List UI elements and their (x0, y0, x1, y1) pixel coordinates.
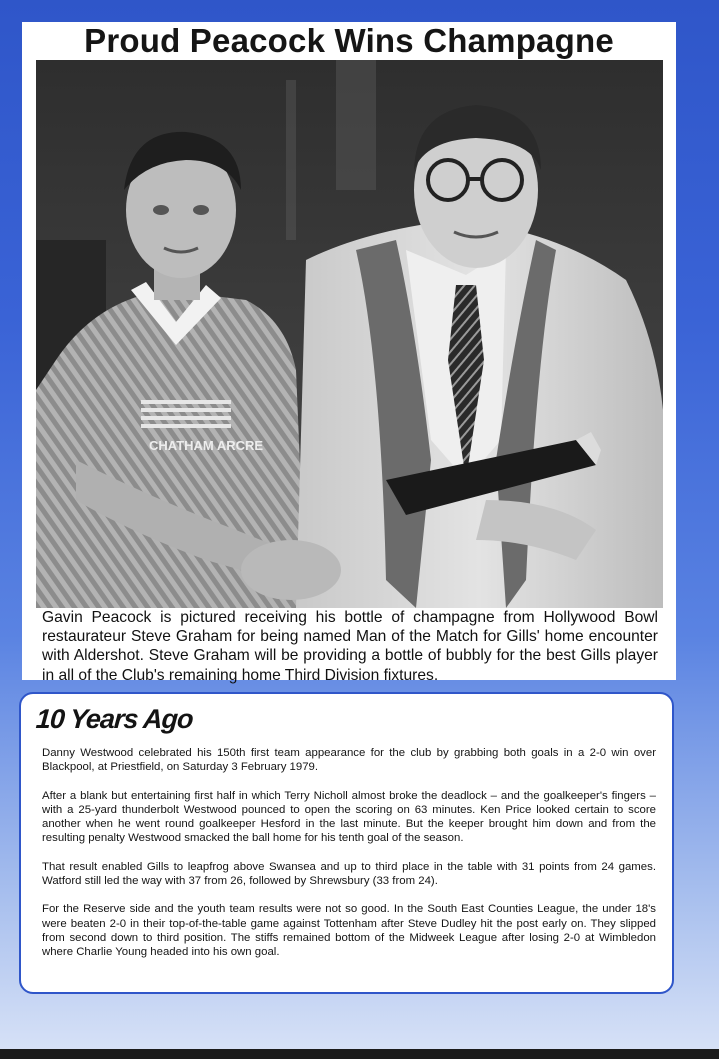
article-title: 10 Years Ago (34, 704, 194, 734)
photo-player-receiving-champagne (36, 60, 663, 608)
handshake (241, 540, 341, 600)
article-paragraph: After a blank but entertaining first half in which Terry Nicholl almost broke the deadlock – and the goalkeeper's fingers – with a 25-yard thunderbolt Westwood pounced to open the scoring on 63 minutes. Ken Price looked certain to score another when he went round goalkeeper Hesford in the last minute. But the keeper brought him down and from the resulting penalty Westwood smacked the ball home for his tenth goal of the season. (42, 789, 656, 845)
article-paragraph: For the Reserve side and the youth team results were not so good. In the South East Counties League, the under 18's were beaten 2-0 in their top-of-the-table game against Tottenham after Steve Dudley hit the post early on. They slipped from second down to third position. The stiffs remained bottom of the Midweek League after losing 2-0 at Wimbledon where Charlie Young headed into his own goal. (42, 903, 656, 959)
photo-caption: Gavin Peacock is pictured receiving his bottle of champagne from Hollywood Bowl restaurateur Steve Graham for being named Man of the Match for Gills' home encounter with Aldershot. Steve Graham will be providing a bottle of bubbly for the best Gills player in all of the Club's remaining home Third Division fixtures. (42, 609, 658, 684)
ten-years-ago-box (19, 692, 674, 994)
page-bottom-strip (0, 1049, 719, 1059)
article-paragraph: That result enabled Gills to leapfrog above Swansea and up to third place in the table with 31 points from 24 games. Watford still led the way with 37 from 26, followed by Shrewsbury (33 from 24). (42, 860, 656, 888)
shirt-sponsor-text: CHATHAM ARCRE (149, 438, 264, 453)
article-paragraph: Danny Westwood celebrated his 150th first team appearance for the club by grabbing both goals in a 2-0 win over Blackpool, at Priestfield, on Saturday 3 February 1979. (42, 747, 656, 774)
page-title: Proud Peacock Wins Champagne (84, 22, 614, 59)
article-body (42, 746, 656, 974)
feature-panel (22, 22, 676, 684)
